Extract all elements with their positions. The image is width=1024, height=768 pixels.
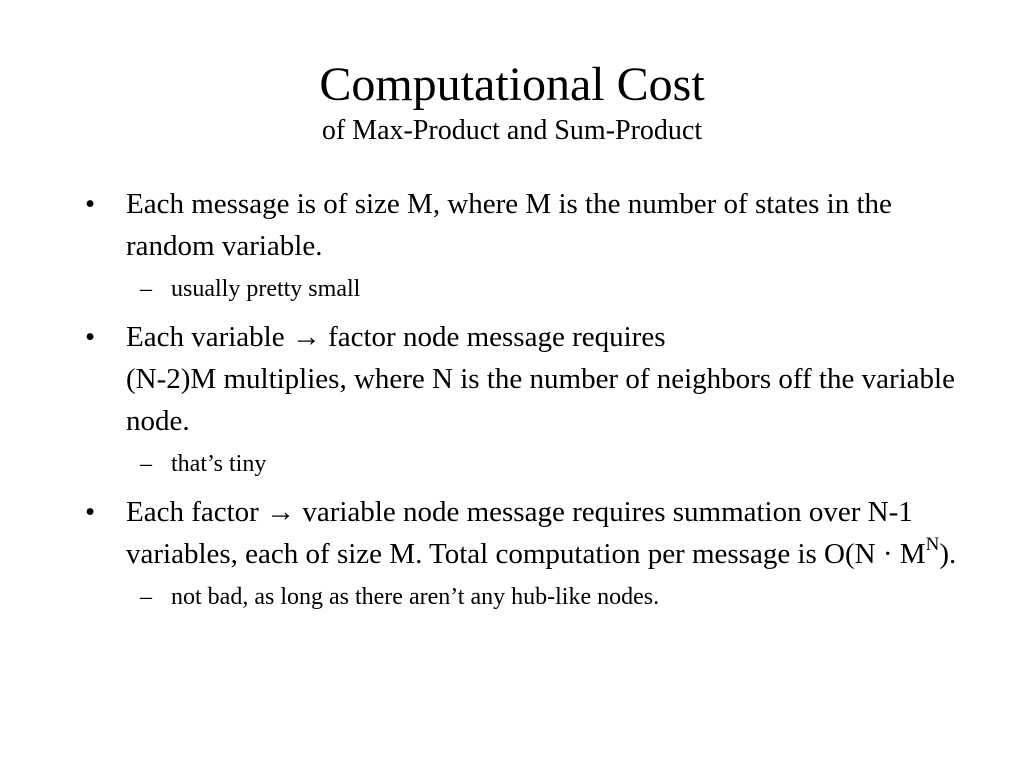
dot-symbol: ·: [882, 538, 893, 570]
dash-marker: –: [140, 276, 152, 302]
bullet-marker: •: [85, 188, 96, 220]
superscript: N: [925, 534, 940, 556]
bullet-item: [85, 183, 965, 267]
dash-marker: –: [140, 584, 152, 610]
bullet-text-part: (N-2)M multiplies, where N is the number of neighbors off the variable node.: [126, 363, 955, 437]
sub-bullet-item: [85, 580, 965, 614]
slide-subtitle: of Max-Product and Sum-Product: [321, 115, 703, 146]
sub-bullet-text: usually pretty small: [171, 276, 361, 302]
arrow-symbol: →: [291, 321, 321, 353]
bullet-text-part: variable node message requires summation over N-1 variables, each of size M. Total computation per message is O(N: [126, 496, 913, 570]
sub-bullet-text: that’s tiny: [171, 451, 267, 477]
slide-title: Computational Cost: [319, 58, 705, 111]
bullet-item: [85, 316, 965, 442]
title-block: [0, 58, 1024, 148]
bullet-text-part: M: [899, 538, 926, 570]
bullet-text-part: ).: [939, 538, 957, 570]
dash-marker: –: [140, 451, 152, 477]
bullet-list: [85, 183, 965, 624]
bullet-text-part: factor node message requires: [328, 321, 666, 353]
bullet-item: [85, 491, 965, 575]
bullet-text: Each message is of size M, where M is the number of states in the random variable.: [126, 188, 892, 262]
bullet-marker: •: [85, 321, 96, 353]
bullet-text-part: Each variable: [126, 321, 285, 353]
bullet-marker: •: [85, 496, 96, 528]
sub-bullet-item: [85, 272, 965, 306]
sub-bullet-text: not bad, as long as there aren’t any hub-like nodes.: [171, 584, 660, 610]
bullet-text-part: Each factor: [126, 496, 259, 528]
arrow-symbol: →: [266, 496, 296, 528]
sub-bullet-item: [85, 447, 965, 481]
